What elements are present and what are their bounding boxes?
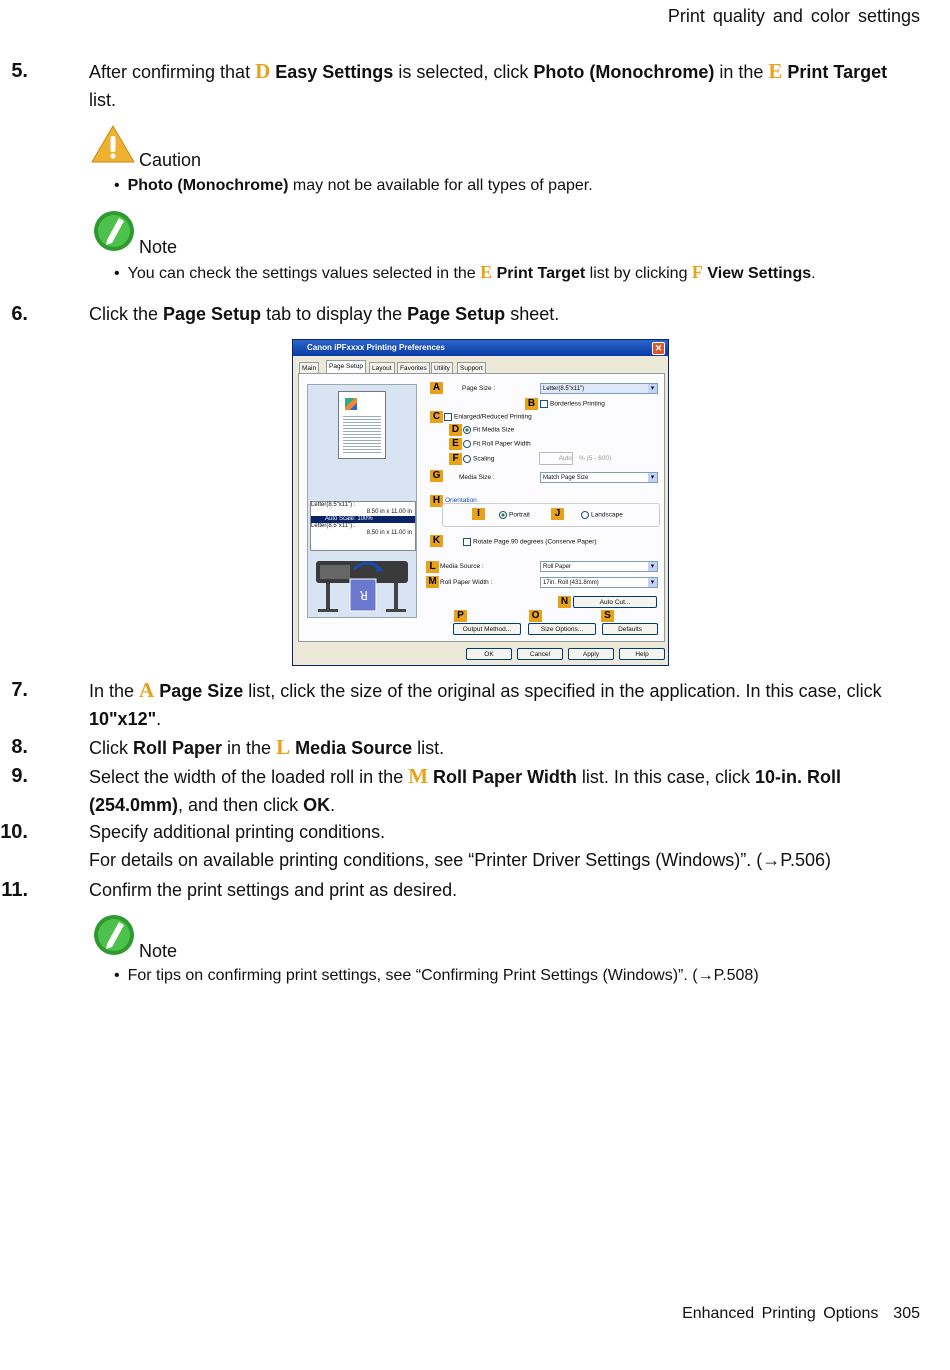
ui-term: Print Target xyxy=(787,62,888,82)
callout-letter: K xyxy=(430,535,443,547)
enlarged-label: Enlarged/Reduced Printing xyxy=(454,413,532,421)
step-text: list. xyxy=(412,738,445,758)
caution-icon xyxy=(91,124,135,164)
callout-letter: D xyxy=(255,59,271,83)
media-size-label: Media Size : xyxy=(459,474,495,481)
note-bullet xyxy=(114,967,759,985)
bullet-text: . xyxy=(811,265,816,282)
auto-cut-button[interactable]: Auto Cut... xyxy=(573,596,657,608)
size-info-line: Letter(8.5"x11") : xyxy=(311,502,356,508)
callout-letter: E xyxy=(768,59,783,83)
media-source-label: Media Source : xyxy=(440,563,484,570)
fit-media-label: Fit Media Size xyxy=(473,426,515,434)
bullet-text: may not be available for all types of paper. xyxy=(288,177,593,194)
tab-main[interactable]: Main xyxy=(299,362,319,374)
step-text: Confirm the print settings and print as desired. xyxy=(89,880,458,900)
step-text: For details on available printing conditions, see “Printer Driver Settings (Windows)”. (→P.506) xyxy=(89,850,831,870)
roll-width-label: Roll Paper Width : xyxy=(440,579,493,586)
running-footer xyxy=(682,1305,920,1323)
ui-term: Page Setup xyxy=(407,304,506,324)
step-text: in the xyxy=(714,62,769,82)
callout-letter: I xyxy=(472,508,485,520)
size-info-box xyxy=(310,501,416,551)
landscape-radio[interactable] xyxy=(581,511,623,519)
callout-letter: M xyxy=(408,764,429,788)
orientation-group-label: Orientation xyxy=(445,497,477,504)
caution-title: Caution xyxy=(139,150,202,170)
ui-term: Page Size xyxy=(159,681,244,701)
page-preview xyxy=(338,391,386,459)
step-text: list. In this case, click xyxy=(576,767,755,787)
step-text: tab to display the xyxy=(261,304,408,324)
dialog-title: Canon iPFxxxx Printing Preferences xyxy=(307,343,445,352)
step-number: 9. xyxy=(11,765,28,787)
step-11 xyxy=(0,876,900,904)
callout-letter: H xyxy=(430,495,443,507)
step-text: Select the width of the loaded roll in the xyxy=(89,767,409,787)
landscape-label: Landscape xyxy=(591,511,623,519)
ui-term: Page Setup xyxy=(163,304,262,324)
step-number: 11. xyxy=(1,879,28,901)
note-title: Note xyxy=(139,237,178,257)
enlarged-checkbox[interactable] xyxy=(444,413,532,421)
tab-layout[interactable]: Layout xyxy=(369,362,395,374)
ui-term: OK xyxy=(303,795,331,815)
callout-letter: L xyxy=(276,735,291,759)
preview-area xyxy=(307,384,417,618)
callout-letter: P xyxy=(454,610,467,622)
rotate-label: Rotate Page 90 degrees (Conserve Paper) xyxy=(473,538,597,546)
scaling-label: Scaling xyxy=(473,455,495,463)
step-number: 5. xyxy=(11,60,28,82)
running-header: Print quality and color settings xyxy=(667,6,920,26)
scaling-range: % (5 - 600) xyxy=(579,455,612,462)
step-5 xyxy=(0,57,900,114)
footer-section: Enhanced Printing Options xyxy=(682,1305,879,1322)
tab-page-setup[interactable]: Page Setup xyxy=(326,360,366,374)
step-number: 8. xyxy=(11,736,28,758)
cancel-button[interactable]: Cancel xyxy=(517,648,563,660)
page-size-select[interactable]: Letter(8.5"x11") ▾ xyxy=(540,383,658,394)
printing-preferences-dialog xyxy=(292,339,669,666)
callout-letter: A xyxy=(430,382,443,394)
callout-letter: F xyxy=(449,453,462,465)
scaling-input[interactable]: Auto xyxy=(539,452,573,465)
step-text: list. xyxy=(89,90,116,110)
bullet-text: For tips on confirming print settings, see “Confirming Print Settings (Windows)”. (→P.508) xyxy=(127,967,759,984)
step-text: After confirming that xyxy=(89,62,256,82)
close-button[interactable]: ✕ xyxy=(652,342,665,355)
preview-image xyxy=(345,398,357,410)
caution-bullet xyxy=(114,177,593,195)
note-icon xyxy=(93,210,135,252)
step-text: Click xyxy=(89,738,133,758)
callout-letter: E xyxy=(480,262,493,282)
callout-letter: B xyxy=(525,398,538,410)
step-7 xyxy=(0,676,900,733)
defaults-button[interactable]: Defaults xyxy=(602,623,658,635)
media-source-select[interactable]: Roll Paper ▾ xyxy=(540,561,658,572)
note-bullet xyxy=(114,262,816,283)
bullet-text: list by clicking xyxy=(585,265,692,282)
auto-scale-line: Auto Scale: 100% xyxy=(311,516,415,523)
roll-width-select[interactable]: 17in. Roll (431.8mm) ▾ xyxy=(540,577,658,588)
page-setup-panel xyxy=(298,373,665,642)
callout-letter: D xyxy=(449,424,462,436)
callout-letter: F xyxy=(691,262,703,282)
step-text: in the xyxy=(222,738,277,758)
size-options-button[interactable]: Size Options... xyxy=(528,623,596,635)
callout-letter: G xyxy=(430,470,443,482)
ui-term: Media Source xyxy=(295,738,413,758)
step-10 xyxy=(0,818,900,874)
portrait-label: Portrait xyxy=(509,511,530,519)
tab-support[interactable]: Support xyxy=(457,362,486,374)
step-text: . xyxy=(330,795,336,815)
output-method-button[interactable]: Output Method... xyxy=(453,623,521,635)
size-info-line: 8.50 in x 11.00 in xyxy=(366,509,412,515)
callout-letter: E xyxy=(449,438,462,450)
step-text: Click the xyxy=(89,304,164,324)
callout-letter: N xyxy=(558,596,571,608)
size-info-line: Letter(8.5"x11") : xyxy=(311,523,356,529)
apply-button[interactable]: Apply xyxy=(568,648,614,660)
rotate-checkbox[interactable] xyxy=(463,538,597,546)
scaling-radio[interactable] xyxy=(463,455,494,463)
ui-term: Easy Settings xyxy=(275,62,394,82)
size-info-line: 8.50 in x 11.00 in xyxy=(366,530,412,536)
ui-term: View Settings xyxy=(707,265,812,282)
callout-letter: C xyxy=(430,411,443,423)
step-text: is selected, click xyxy=(393,62,534,82)
page-size-label: Page Size : xyxy=(462,385,496,392)
tab-favorites[interactable]: Favorites xyxy=(397,362,430,374)
tab-utility[interactable]: Utility xyxy=(431,362,453,374)
help-button[interactable]: Help xyxy=(619,648,665,660)
ui-term: 10-in. Roll (254.0mm) xyxy=(89,767,841,815)
callout-letter: S xyxy=(601,610,614,622)
ui-term: Roll Paper xyxy=(133,738,223,758)
ok-button[interactable]: OK xyxy=(466,648,512,660)
dialog-titlebar xyxy=(293,340,668,356)
ui-term: Photo (Monochrome) xyxy=(533,62,715,82)
callout-letter: A xyxy=(139,678,155,702)
step-text: Specify additional printing conditions. xyxy=(89,822,386,842)
callout-letter: J xyxy=(551,508,564,520)
ui-term: Roll Paper Width xyxy=(433,767,577,787)
fit-roll-label: Fit Roll Paper Width xyxy=(473,440,531,448)
ui-term: Photo (Monochrome) xyxy=(127,177,289,194)
fit-roll-radio[interactable] xyxy=(463,440,531,448)
borderless-checkbox[interactable] xyxy=(540,400,605,408)
step-8 xyxy=(0,733,900,762)
step-number: 10. xyxy=(0,821,28,843)
svg-text:R: R xyxy=(359,588,368,602)
bullet-text: You can check the settings values selected in the xyxy=(127,265,481,282)
page-number: 305 xyxy=(893,1305,920,1322)
fit-media-radio[interactable] xyxy=(463,426,514,434)
callout-letter: L xyxy=(426,561,439,573)
callout-letter: O xyxy=(529,610,542,622)
ui-term: Print Target xyxy=(496,265,586,282)
preview-text-lines xyxy=(343,414,381,454)
step-text: In the xyxy=(89,681,140,701)
portrait-radio[interactable] xyxy=(499,511,530,519)
media-size-select[interactable]: Match Page Size ▾ xyxy=(540,472,658,483)
step-text: sheet. xyxy=(505,304,560,324)
step-text: . xyxy=(156,709,162,729)
borderless-label: Borderless Printing xyxy=(550,400,605,408)
step-text: , and then click xyxy=(178,795,304,815)
step-text: list, click the size of the original as specified in the application. In this case, click xyxy=(243,681,882,701)
printer-illustration xyxy=(312,555,412,615)
ui-term: 10"x12" xyxy=(89,709,157,729)
step-number: 6. xyxy=(11,303,28,325)
note-icon xyxy=(93,914,135,956)
callout-letter: M xyxy=(426,576,439,588)
step-number: 7. xyxy=(11,679,28,701)
step-9 xyxy=(0,762,900,819)
step-6 xyxy=(0,300,900,328)
note-title: Note xyxy=(139,941,178,961)
